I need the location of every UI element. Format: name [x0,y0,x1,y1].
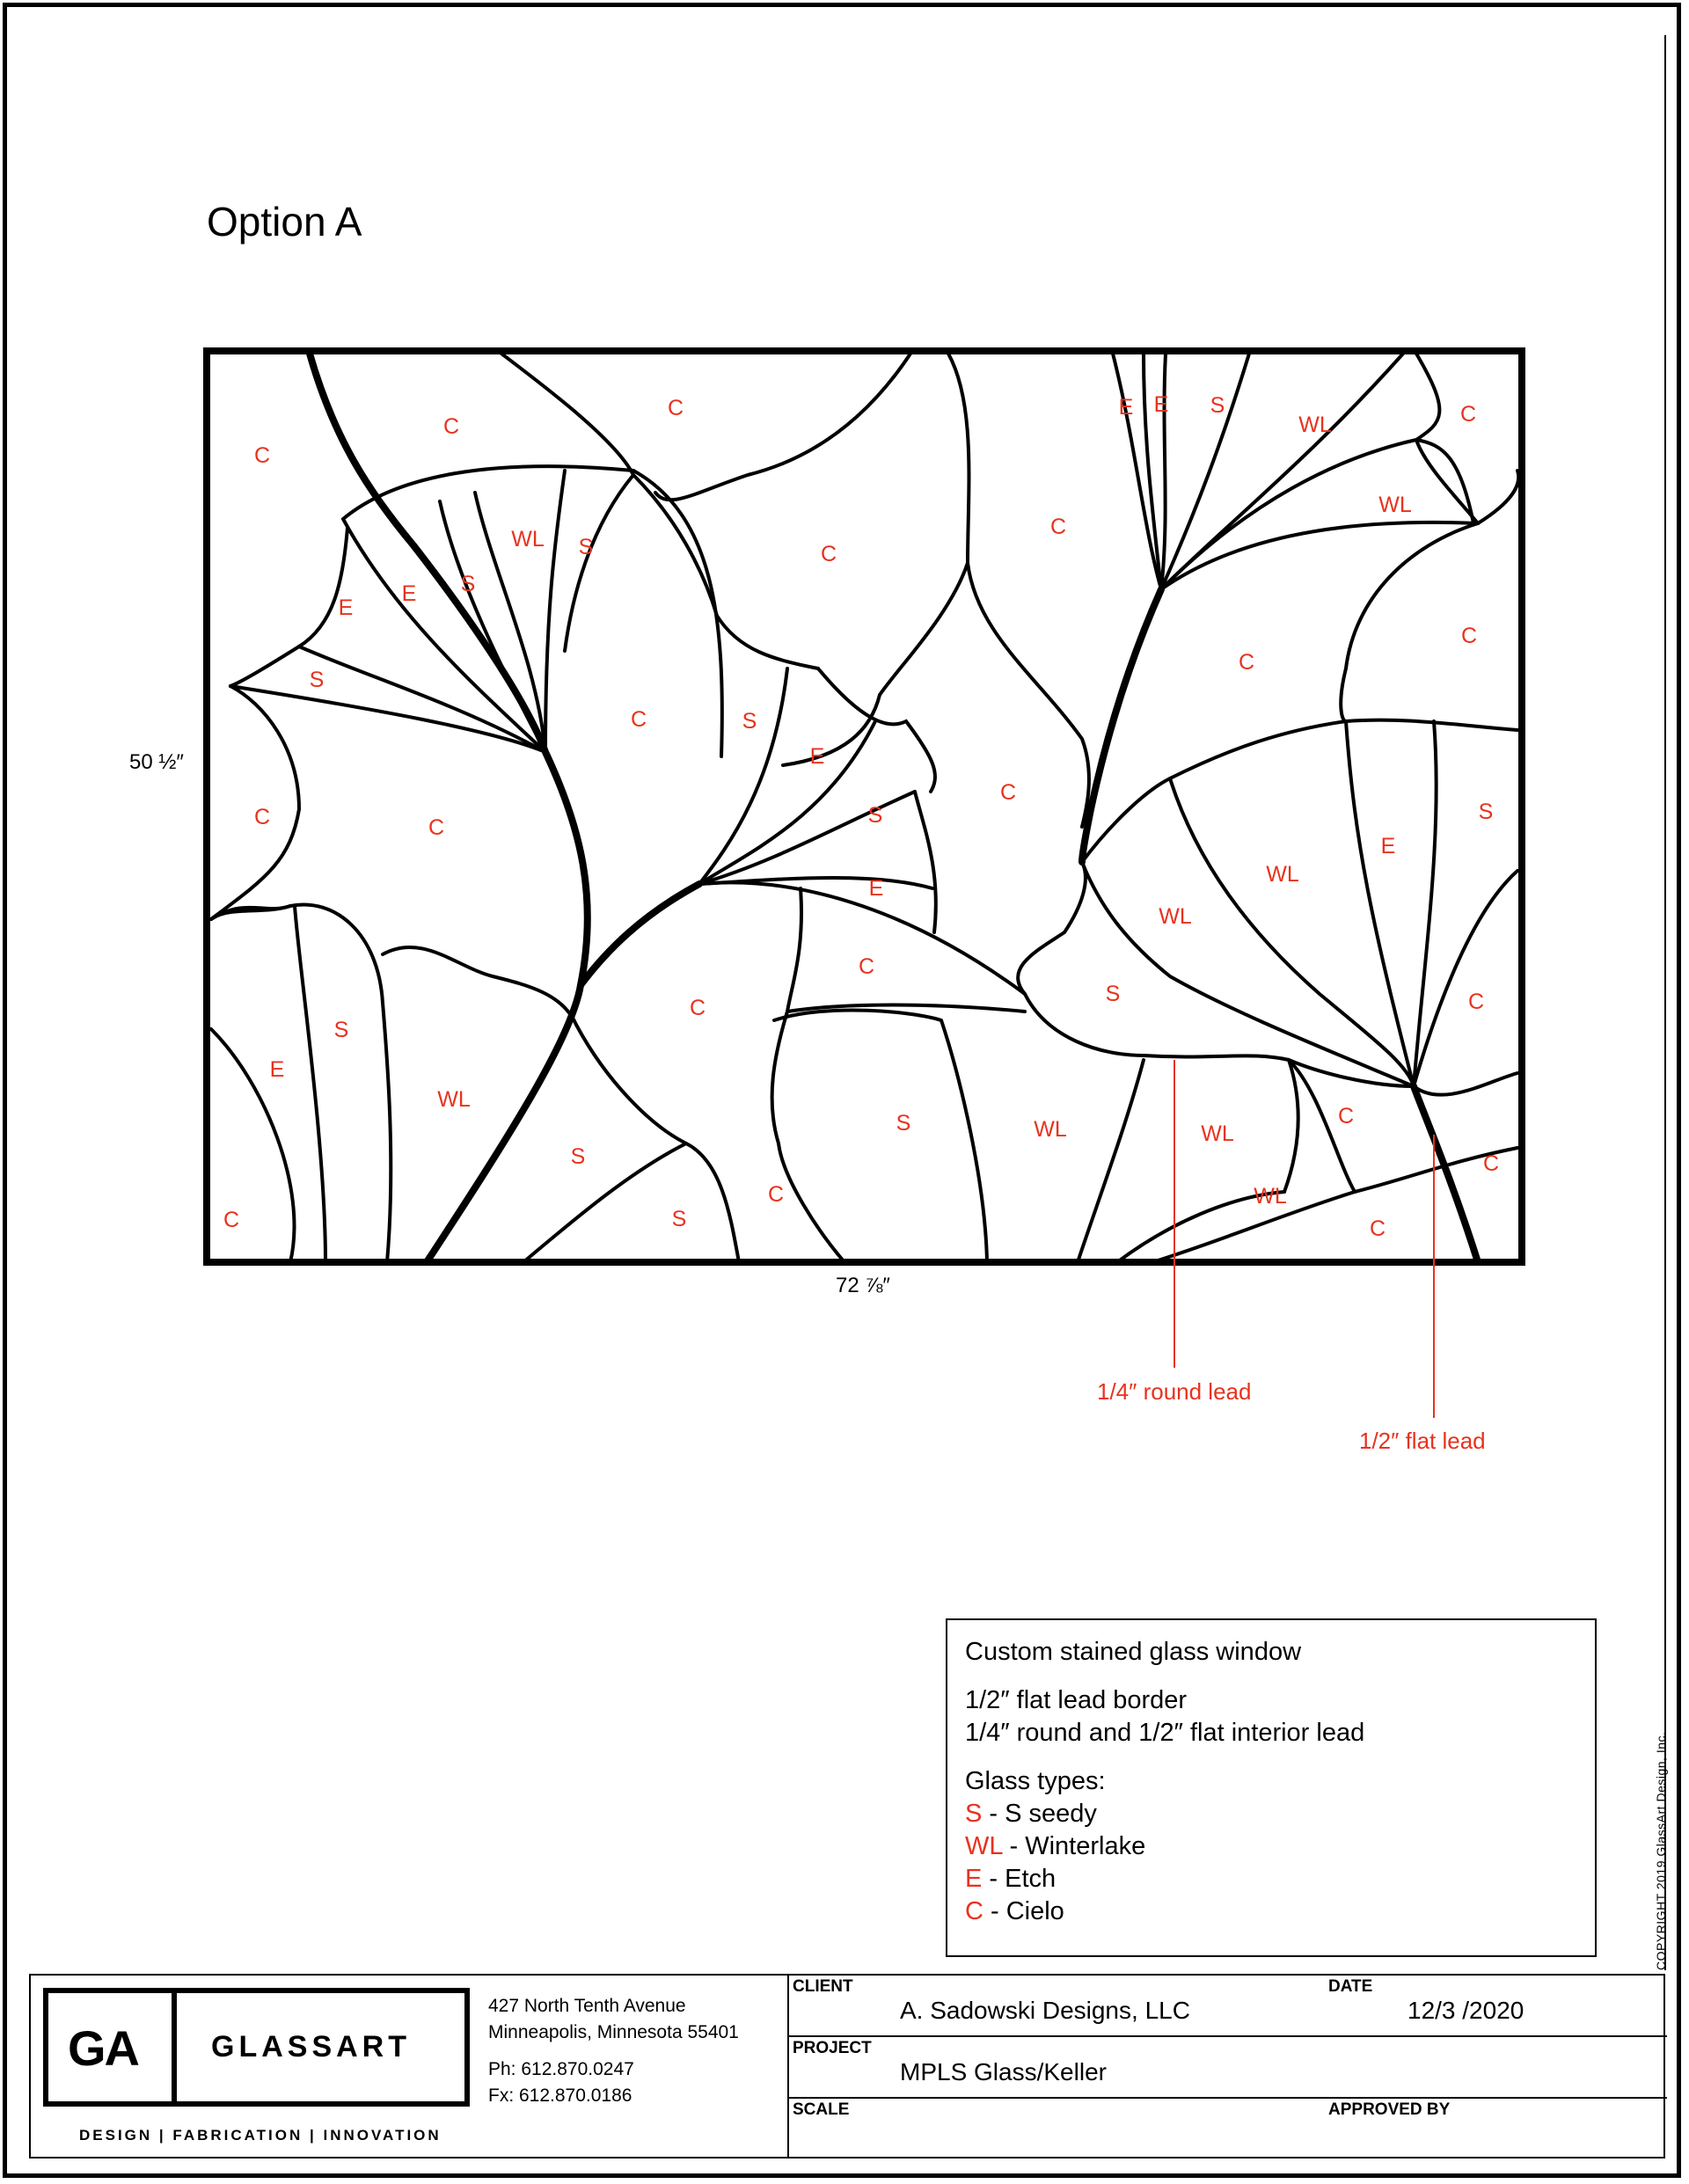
flat-lead-lines [310,354,1478,1262]
glass-desc: - Etch [982,1865,1057,1893]
scale-label: SCALE [793,2100,850,2119]
glass-label: WL [511,527,545,551]
glass-label: C [1467,990,1485,1014]
glass-code: WL [965,1832,1003,1860]
company-address [488,1993,739,2109]
lead-callout-leaders [1174,1060,1434,1418]
glass-label: S [578,535,594,559]
glass-type-item [965,1798,1577,1830]
glass-type-item [965,1830,1577,1863]
width-dimension: 72 ⅞″ [836,1274,890,1297]
glass-label: S [333,1018,349,1042]
company-logo [43,1988,470,2107]
glass-label: E [1380,834,1396,858]
glass-label: C [1337,1104,1355,1129]
glass-label: C [1460,624,1478,648]
glass-label: C [1238,650,1255,675]
glass-label: E [868,876,884,901]
glass-label: C [428,815,445,840]
glass-label: C [999,780,1017,805]
glass-code: C [965,1897,983,1925]
glass-desc: - Winterlake [1002,1832,1146,1860]
address-line: Minneapolis, Minnesota 55401 [488,2022,739,2042]
glass-type-item [965,1863,1577,1895]
project-label: PROJECT [793,2039,872,2057]
glass-label: WL [1159,904,1192,929]
lead-note: 1/4″ round and 1/2″ flat interior lead [965,1719,1365,1747]
glass-label: C [1482,1151,1500,1176]
glass-code: S [965,1800,983,1828]
glass-label: C [223,1208,240,1232]
glass-type-item [965,1895,1577,1928]
round-lead-callout: 1/4″ round lead [1097,1378,1252,1405]
glass-label: C [1369,1216,1386,1241]
copyright-notice: COPYRIGHT 2019 GlassArt Design, Inc. [1654,1731,1668,1970]
date-label: DATE [1328,1977,1373,1996]
project-value: MPLS Glass/Keller [900,2058,1107,2085]
glass-label: S [460,572,476,596]
glass-label: E [338,595,354,620]
glass-label: C [767,1182,785,1207]
glass-label: S [309,668,325,692]
glass-label: S [867,803,883,828]
round-lead-lines [211,354,1518,1262]
glass-label: E [401,581,417,606]
logo-wordmark: GLASSART [211,2030,411,2063]
glass-label: C [630,707,647,732]
client-label: CLIENT [793,1977,853,1996]
glass-label: WL [1201,1121,1234,1146]
flat-lead-callout: 1/2″ flat lead [1359,1428,1486,1454]
glass-label: E [1118,395,1134,420]
glass-label: S [671,1207,687,1231]
notes-heading: Custom stained glass window [965,1638,1302,1666]
address-line: 427 North Tenth Avenue [488,1996,686,2016]
lead-note: 1/2″ flat lead border [965,1686,1188,1714]
glass-label: S [1105,982,1121,1006]
title-block-divider [787,1976,789,2157]
glass-label: S [742,709,757,734]
glass-label: C [820,542,837,566]
glass-label: C [1049,515,1067,539]
glass-label: S [1210,393,1225,418]
glass-label: E [1153,392,1169,417]
logo-mark: GA [68,2020,138,2076]
glass-label: S [896,1111,911,1136]
title-block [29,1974,1665,2158]
approved-by-label: APPROVED BY [1328,2100,1451,2119]
glass-label: S [1478,800,1494,824]
glass-label: WL [1266,862,1299,887]
company-tagline: DESIGN | FABRICATION | INNOVATION [79,2127,442,2144]
glass-label: WL [437,1087,471,1112]
height-dimension: 50 ½″ [129,750,184,774]
date-value: 12/3 /2020 [1408,1997,1524,2024]
glass-label: C [1459,402,1477,427]
fax-number: Fx: 612.870.0186 [488,2085,632,2106]
glass-label: C [689,996,706,1020]
glass-label: WL [1298,413,1332,437]
glass-label: E [809,744,825,769]
glass-types-heading: Glass types: [965,1767,1106,1795]
logo-divider [172,1993,177,2101]
client-value: A. Sadowski Designs, LLC [900,1997,1190,2024]
glass-label: WL [1378,493,1412,517]
glass-label: WL [1034,1117,1067,1142]
glass-label: WL [1254,1184,1287,1209]
glass-label: S [570,1144,586,1169]
glass-desc: - S seedy [982,1800,1097,1828]
title-block-rule [787,2035,1667,2037]
phone-number: Ph: 612.870.0247 [488,2059,634,2079]
glass-label: C [253,805,271,829]
glass-code: E [965,1865,983,1893]
glass-label: C [253,443,271,468]
title-block-rule [787,2097,1667,2099]
glass-label: C [858,954,875,979]
option-title: Option A [207,199,362,245]
glass-label: C [667,396,684,420]
specification-notes [946,1618,1597,1957]
glass-label: C [442,414,460,439]
glass-label: E [269,1057,285,1082]
glass-desc: - Cielo [983,1897,1064,1925]
